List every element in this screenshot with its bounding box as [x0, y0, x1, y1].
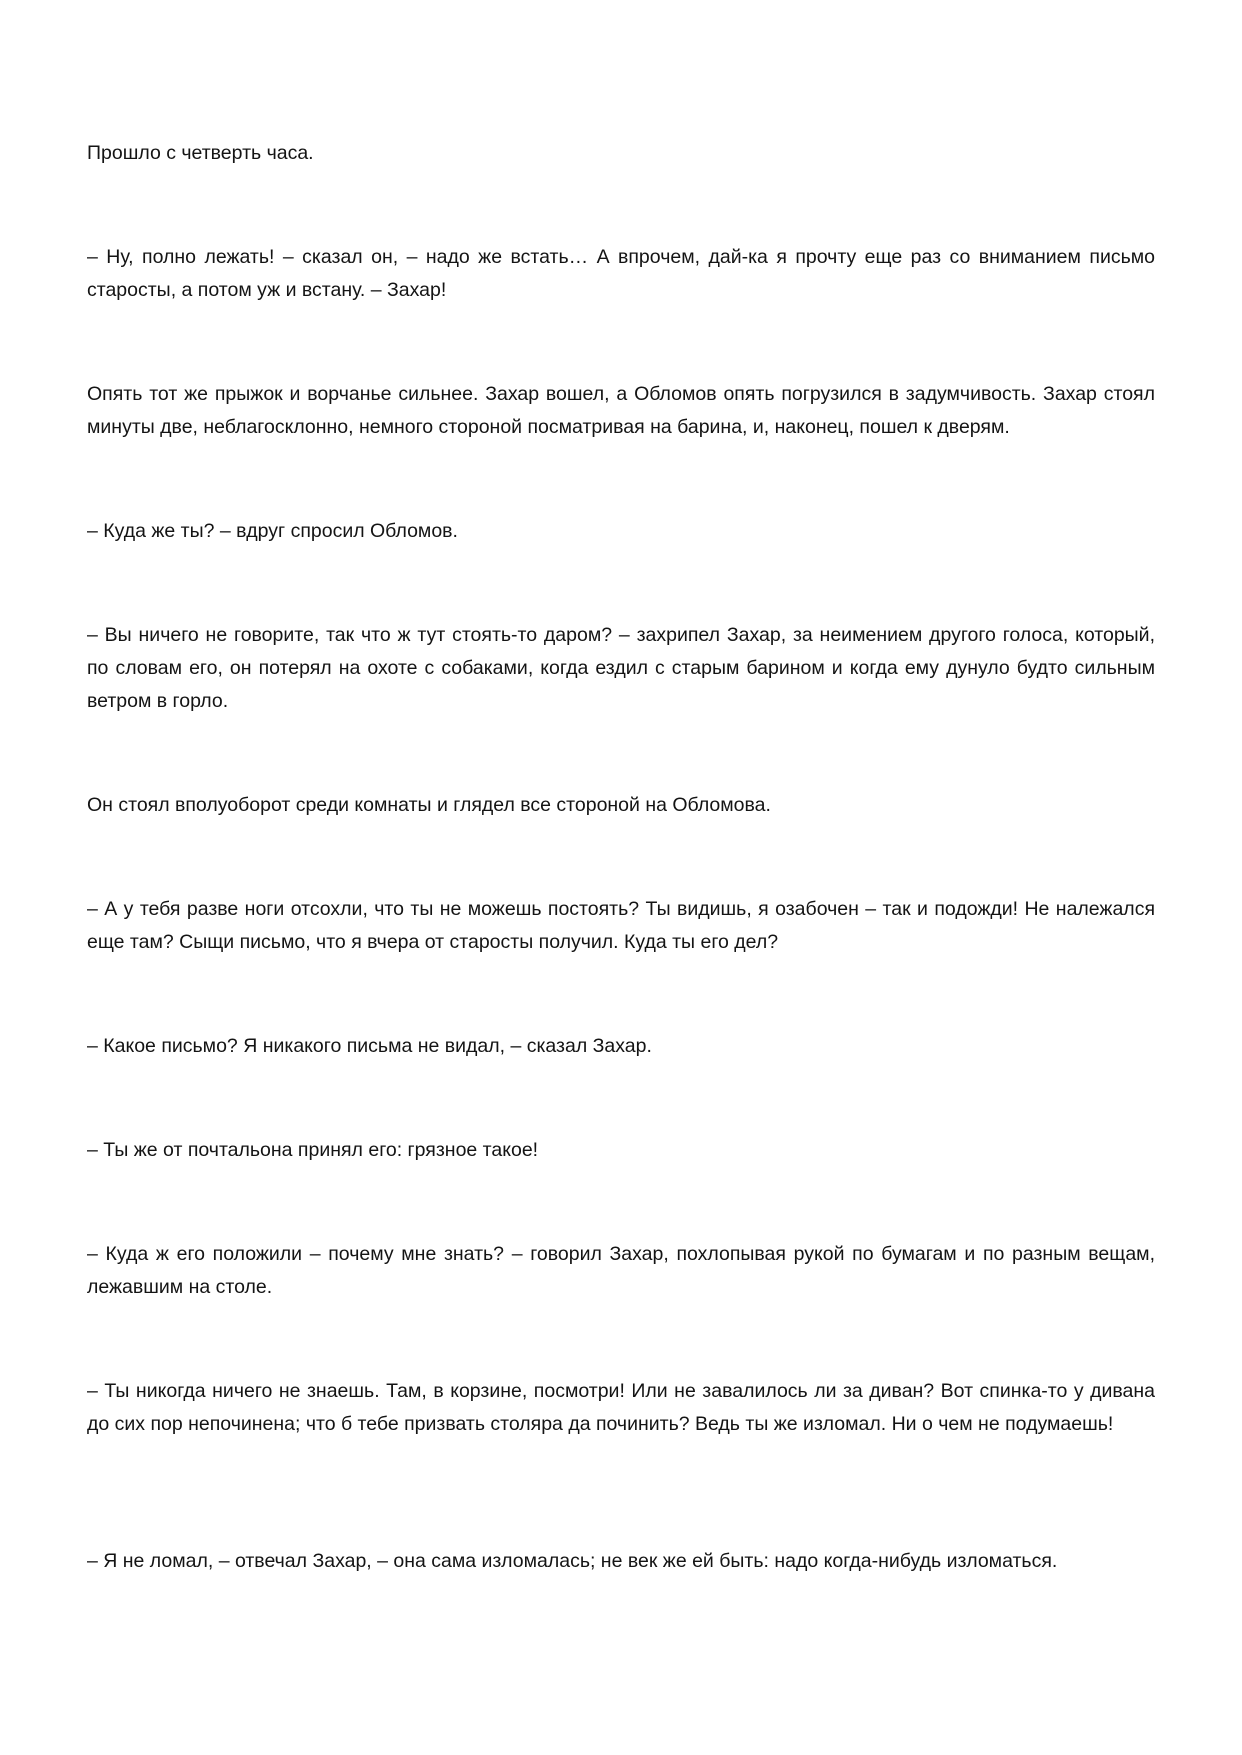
paragraph-4: – Куда же ты? – вдруг спросил Обломов.: [87, 520, 458, 542]
paragraph-11: – Ты никогда ничего не знаешь. Там, в корзине, посмотри! Или не завалилось ли за диван? Вот спинка-то у дивана до сих пор непочинена; что б тебе призвать столяра да починить? Ведь ты же изломал. Ни о чем не подумаешь!: [87, 1380, 1155, 1435]
paragraph-9: – Ты же от почтальона принял его: грязное такое!: [87, 1139, 539, 1161]
paragraph-5: – Вы ничего не говорите, так что ж тут стоять-то даром? – захрипел Захар, за неимением другого голоса, который, по словам его, он потерял на охоте с собаками, когда ездил с старым барином и когда ему дунуло будто сильным ветром в горло.: [87, 624, 1155, 712]
paragraph-7: – А у тебя разве ноги отсохли, что ты не можешь постоять? Ты видишь, я озабочен – так и подожди! Не належался еще там? Сыщи письмо, что я вчера от старосты получил. Куда ты его дел?: [87, 898, 1155, 953]
paragraph-2: – Ну, полно лежать! – сказал он, – надо же встать… А впрочем, дай-ка я прочту еще раз со вниманием письмо старосты, а потом уж и встану. – Захар!: [87, 246, 1155, 301]
paragraph-6: Он стоял вполуоборот среди комнаты и глядел все стороной на Обломова.: [87, 794, 771, 816]
paragraph-10: – Куда ж его положили – почему мне знать? – говорил Захар, похлопывая рукой по бумагам и по разным вещам, лежавшим на столе.: [87, 1243, 1155, 1298]
paragraph-12: – Я не ломал, – отвечал Захар, – она сама изломалась; не век же ей быть: надо когда-нибудь изломаться.: [87, 1550, 1058, 1572]
paragraph-1: Прошло с четверть часа.: [87, 142, 314, 164]
paragraph-8: – Какое письмо? Я никакого письма не видал, – сказал Захар.: [87, 1035, 652, 1057]
paragraph-3: Опять тот же прыжок и ворчанье сильнее. Захар вошел, а Обломов опять погрузился в задумчивость. Захар стоял минуты две, неблагосклонно, немного стороной посматривая на барина, и, наконец, пошел к дверям.: [87, 383, 1155, 438]
